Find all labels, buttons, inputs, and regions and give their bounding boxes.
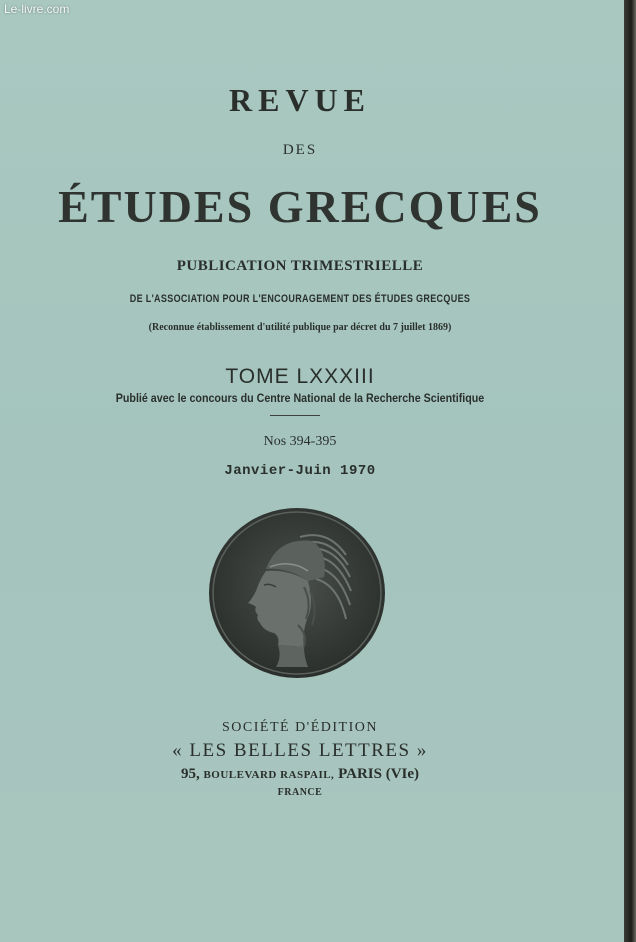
publisher-label: SOCIÉTÉ D'ÉDITION	[222, 720, 378, 735]
publisher-name: « LES BELLES LETTRES »	[172, 740, 428, 761]
issue-numbers: Nos 394-395	[263, 434, 337, 449]
publisher-country: FRANCE	[277, 787, 323, 798]
site-watermark: Le-livre.com	[4, 2, 70, 16]
divider-rule	[270, 415, 320, 416]
address-street: BOULEVARD RASPAIL,	[203, 769, 335, 781]
publication-line: PUBLICATION TRIMESTRIELLE	[176, 258, 424, 274]
publisher-address	[0, 766, 600, 783]
journal-title: ÉTUDES GRECQUES	[58, 181, 542, 232]
athena-medallion-icon	[208, 507, 386, 679]
address-number: 95,	[180, 766, 200, 782]
book-spine-edge	[624, 0, 636, 942]
revue-heading: REVUE	[228, 82, 371, 118]
address-city: PARIS (VIe)	[338, 766, 420, 782]
recognition-line: (Reconnue établissement d'utilité publique par décret du 7 juillet 1869)	[148, 322, 452, 333]
volume-number: TOME LXXXIII	[225, 365, 375, 388]
des-heading: DES	[282, 142, 318, 158]
cnrs-credit: Publié avec le concours du Centre National de la Recherche Scientifique	[115, 393, 485, 405]
association-line: DE L'ASSOCIATION POUR L'ENCOURAGEMENT DES ÉTUDES GRECQUES	[129, 293, 471, 305]
issue-date: Janvier-Juin 1970	[224, 463, 376, 479]
